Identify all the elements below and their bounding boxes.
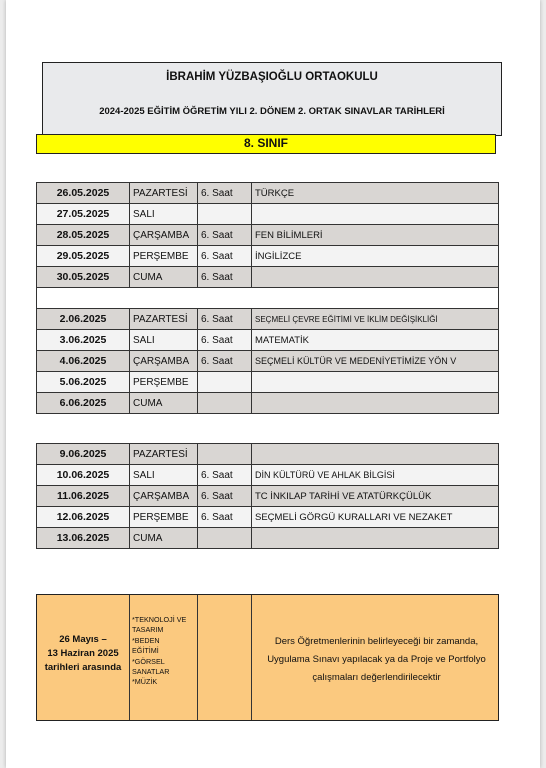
course-line: *MÜZİK — [132, 677, 158, 687]
exam-hour — [198, 372, 252, 393]
table-row — [37, 309, 499, 330]
exam-subject: SEÇMELİ GÖRGÜ KURALLARI VE NEZAKET — [252, 507, 499, 528]
note-date-line: 26 Mayıs – — [59, 634, 107, 645]
exam-subject: TÜRKÇE — [252, 183, 499, 204]
exam-date: 29.05.2025 — [37, 246, 130, 267]
note-date-range — [37, 633, 129, 675]
exam-subject — [252, 444, 499, 465]
exam-hour: 6. Saat — [198, 330, 252, 351]
table-row — [37, 465, 499, 486]
table-row — [37, 267, 499, 288]
exam-date: 26.05.2025 — [37, 183, 130, 204]
table-row — [37, 372, 499, 393]
exam-date: 13.06.2025 — [37, 528, 130, 549]
table-row — [37, 204, 499, 225]
table-row — [37, 183, 499, 204]
exam-day: PERŞEMBE — [130, 372, 198, 393]
exam-day: ÇARŞAMBA — [130, 351, 198, 372]
exam-subject — [252, 528, 499, 549]
exam-day: SALI — [130, 465, 198, 486]
exam-day: PERŞEMBE — [130, 507, 198, 528]
exam-day: PERŞEMBE — [130, 246, 198, 267]
note-course-list — [132, 615, 202, 688]
exam-day: CUMA — [130, 393, 198, 414]
exam-day: SALI — [130, 330, 198, 351]
course-line: TASARIM — [132, 625, 164, 635]
exam-hour — [198, 444, 252, 465]
exam-subject — [252, 204, 499, 225]
week-table-3 — [36, 443, 499, 549]
table-row — [37, 507, 499, 528]
exam-subject: TC İNKILAP TARİHİ VE ATATÜRKÇÜLÜK — [252, 486, 499, 507]
note-empty-cell — [198, 595, 252, 720]
exam-hour: 6. Saat — [198, 351, 252, 372]
exam-subject: FEN BİLİMLERİ — [252, 225, 499, 246]
table-row — [37, 393, 499, 414]
exam-hour: 6. Saat — [198, 309, 252, 330]
exam-hour: 6. Saat — [198, 507, 252, 528]
exam-date: 10.06.2025 — [37, 465, 130, 486]
course-line: SANATLAR — [132, 667, 170, 677]
exam-date: 30.05.2025 — [37, 267, 130, 288]
exam-hour: 6. Saat — [198, 246, 252, 267]
exam-subject — [252, 393, 499, 414]
table-row — [37, 528, 499, 549]
table-row — [37, 330, 499, 351]
course-line: EĞİTİMİ — [132, 646, 159, 656]
exam-hour: 6. Saat — [198, 183, 252, 204]
spacer-row — [37, 288, 499, 309]
exam-date: 2.06.2025 — [37, 309, 130, 330]
exam-date: 28.05.2025 — [37, 225, 130, 246]
exam-day: ÇARŞAMBA — [130, 225, 198, 246]
exam-day: PAZARTESİ — [130, 444, 198, 465]
note-date-line: tarihleri arasında — [44, 662, 122, 673]
exam-hour — [198, 528, 252, 549]
table-row — [37, 351, 499, 372]
table-row — [37, 486, 499, 507]
table-row — [37, 444, 499, 465]
exam-hour: 6. Saat — [198, 225, 252, 246]
exam-date: 4.06.2025 — [37, 351, 130, 372]
course-line: *TEKNOLOJİ VE — [132, 615, 187, 624]
exam-subject: SEÇMELİ ÇEVRE EĞİTİMİ VE İKLİM DEĞİŞİKLİĞİ — [252, 309, 499, 330]
exam-day: CUMA — [130, 267, 198, 288]
note-date-line: 13 Haziran 2025 — [47, 648, 119, 659]
exam-date: 5.06.2025 — [37, 372, 130, 393]
course-line: *GÖRSEL — [132, 656, 165, 666]
exam-subject — [252, 267, 499, 288]
exam-date: 9.06.2025 — [37, 444, 130, 465]
exam-hour: 6. Saat — [198, 486, 252, 507]
exam-date: 11.06.2025 — [37, 486, 130, 507]
exam-date: 27.05.2025 — [37, 204, 130, 225]
exam-date: 6.06.2025 — [37, 393, 130, 414]
exam-subject: İNGİLİZCE — [252, 246, 499, 267]
course-line: *BEDEN — [132, 635, 160, 645]
exam-date: 3.06.2025 — [37, 330, 130, 351]
grade-title: 8. SINIF — [36, 134, 496, 154]
exam-subject — [252, 372, 499, 393]
exam-subject: SEÇMELİ KÜLTÜR VE MEDENİYETİMİZE YÖN V — [252, 351, 499, 372]
exam-subject: DİN KÜLTÜRÜ VE AHLAK BİLGİSİ — [252, 465, 499, 486]
exam-day: SALI — [130, 204, 198, 225]
exam-title: 2024-2025 EĞİTİM ÖĞRETİM YILI 2. DÖNEM 2. ORTAK SINAVLAR TARİHLERİ — [99, 106, 445, 117]
exam-hour — [198, 204, 252, 225]
note-text: Ders Öğretmenlerinin belirleyeceği bir zamanda, Uygulama Sınavı yapılacak ya da Proje ve Portfolyo çalışmaları değerlendirilecektir — [267, 636, 486, 683]
week-table-1 — [36, 182, 499, 414]
table-row — [37, 246, 499, 267]
exam-day: CUMA — [130, 528, 198, 549]
practical-exam-note — [36, 594, 499, 721]
exam-date: 12.06.2025 — [37, 507, 130, 528]
exam-hour: 6. Saat — [198, 465, 252, 486]
exam-day: ÇARŞAMBA — [130, 486, 198, 507]
exam-day: PAZARTESİ — [130, 183, 198, 204]
exam-subject: MATEMATİK — [252, 330, 499, 351]
school-name: İBRAHİM YÜZBAŞIOĞLU ORTAOKULU — [166, 71, 378, 83]
exam-day: PAZARTESİ — [130, 309, 198, 330]
exam-hour: 6. Saat — [198, 267, 252, 288]
header-box — [42, 62, 502, 136]
exam-hour — [198, 393, 252, 414]
table-row — [37, 225, 499, 246]
